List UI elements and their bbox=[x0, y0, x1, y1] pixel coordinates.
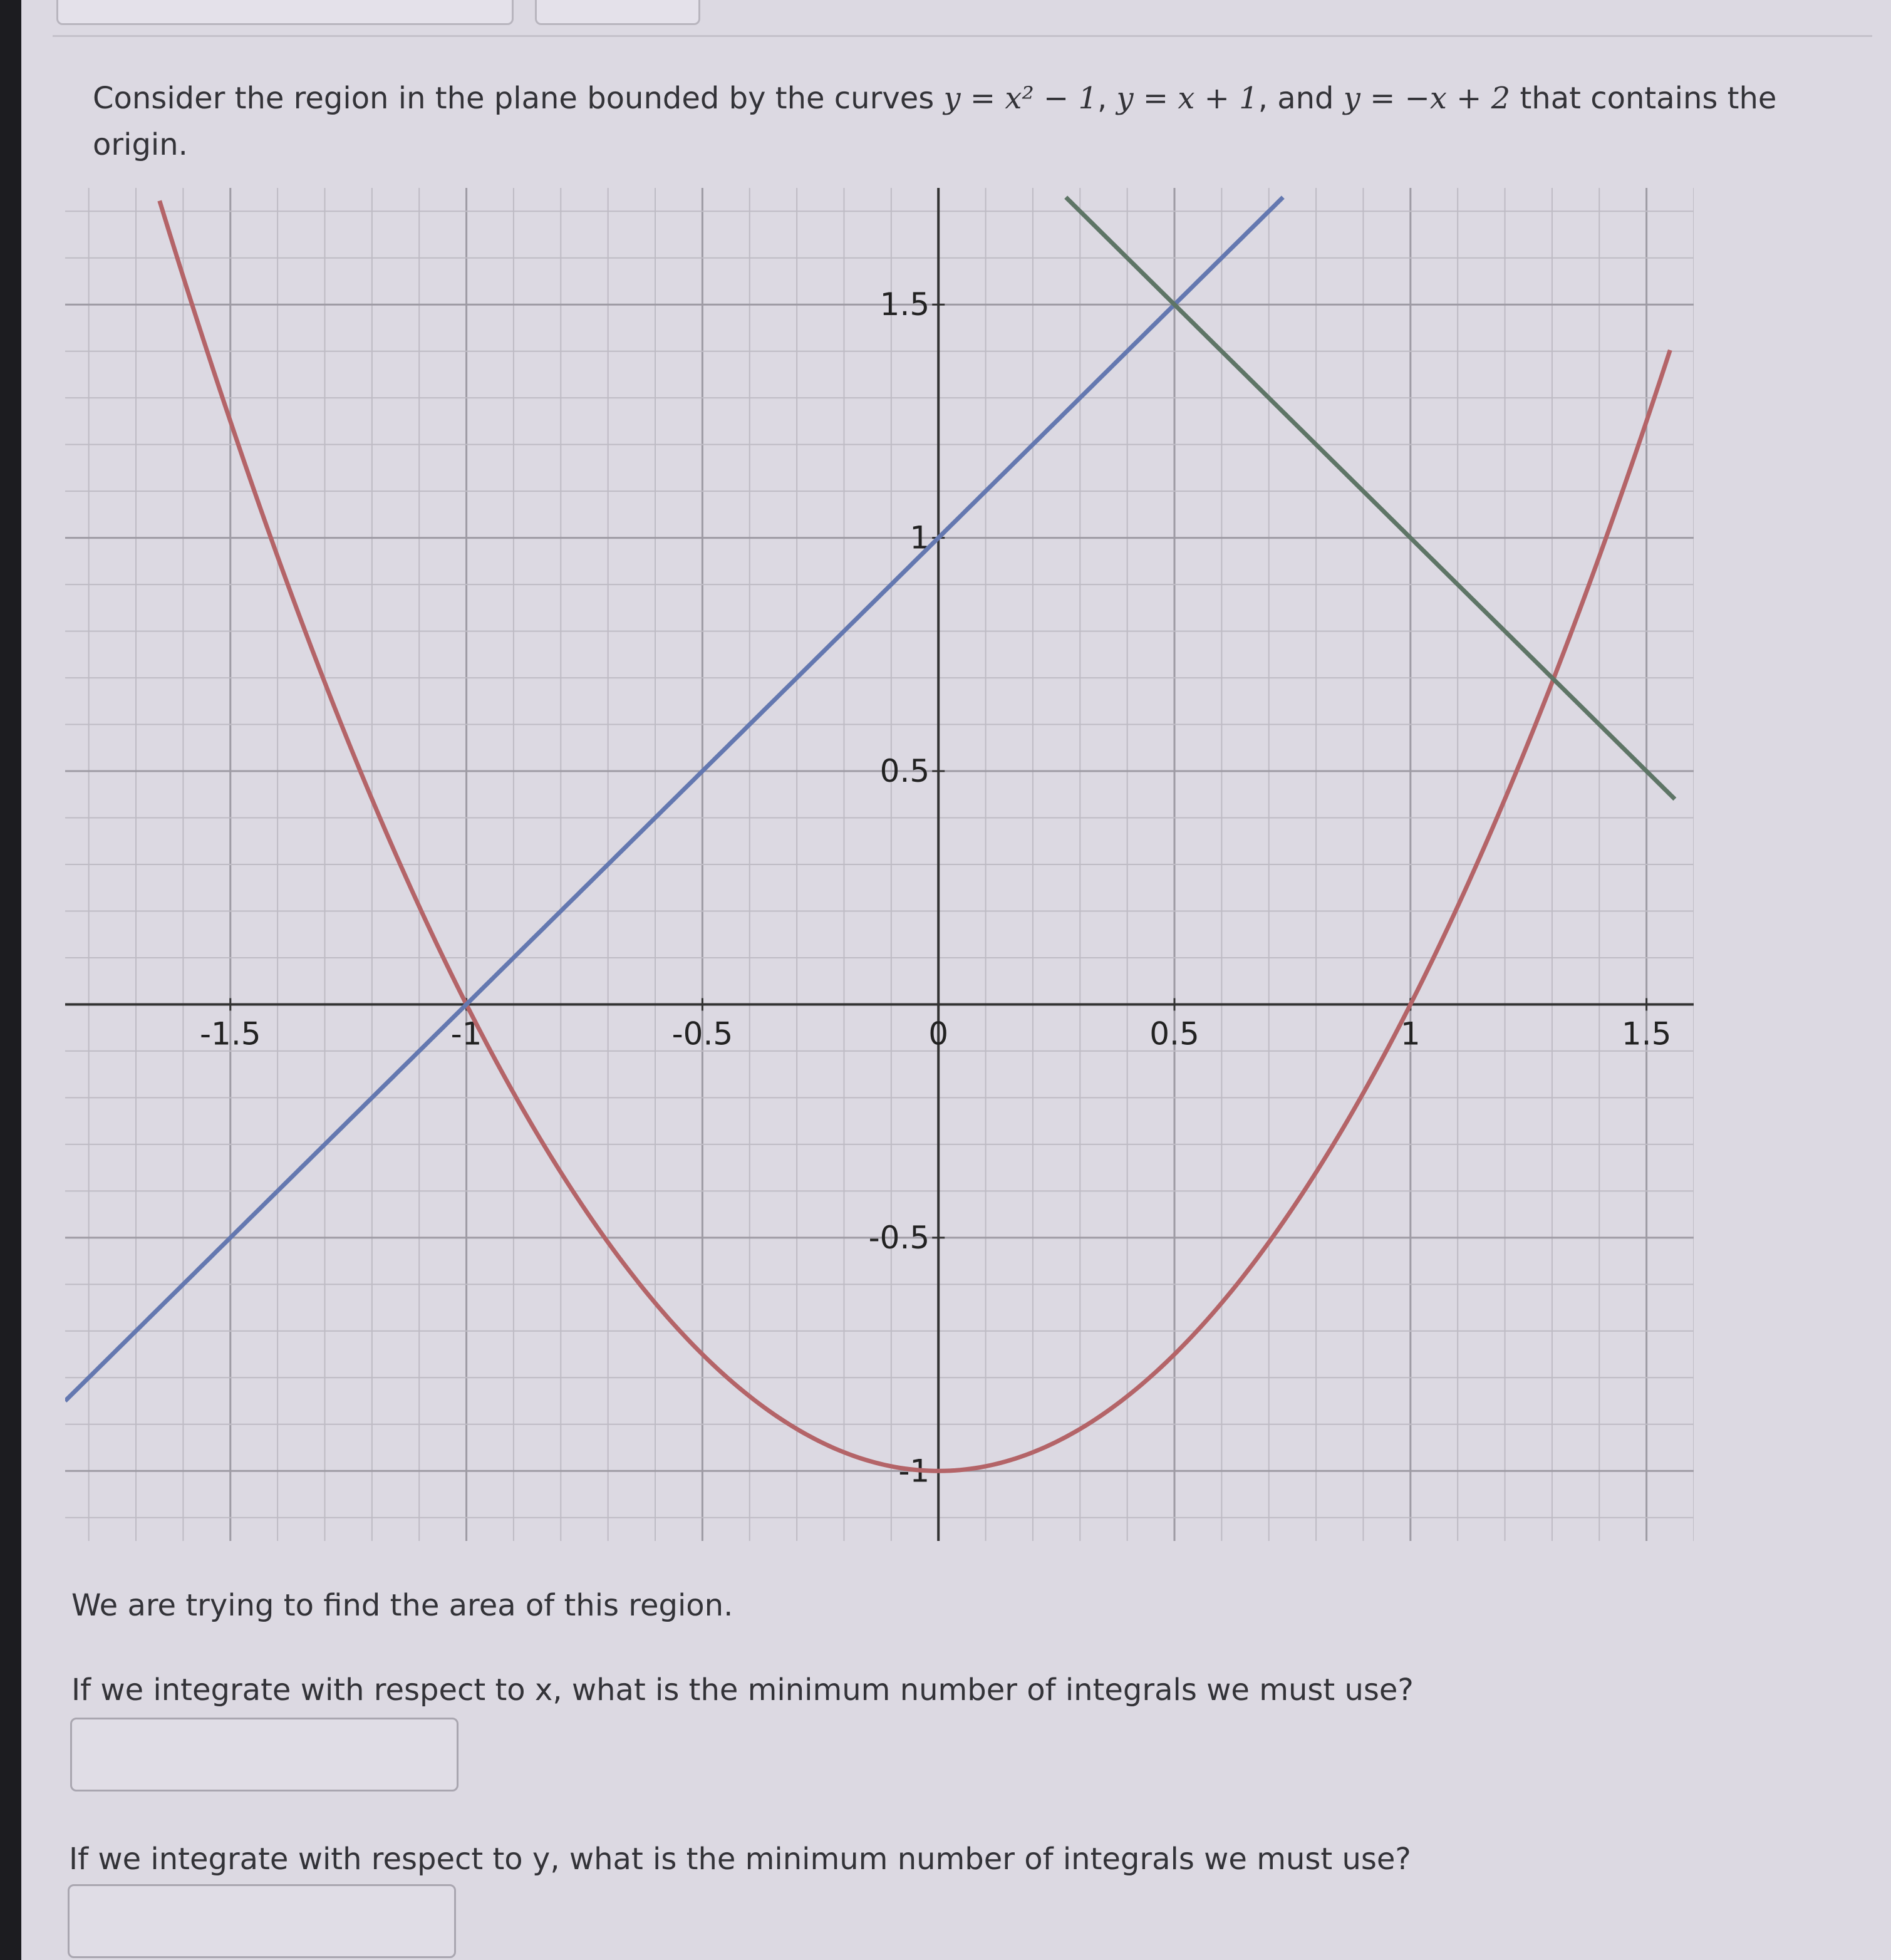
question-context: We are trying to find the area of this region. bbox=[71, 1588, 733, 1623]
y-tick-label: 1 bbox=[909, 519, 930, 556]
question-x: If we integrate with respect to x, what is the minimum number of integrals we must use? bbox=[71, 1672, 1414, 1708]
top-button-right[interactable] bbox=[535, 0, 700, 25]
x-tick-label: -1 bbox=[450, 1015, 482, 1052]
curve-2 bbox=[65, 197, 1283, 1401]
problem-outro: that contains the origin. bbox=[93, 81, 1777, 162]
curve-1 bbox=[160, 200, 1671, 1471]
x-tick-label: 1.5 bbox=[1621, 1015, 1672, 1052]
x-tick-label: 1 bbox=[1400, 1015, 1421, 1052]
x-tick-label: 0 bbox=[928, 1015, 949, 1052]
x-tick-label: -1.5 bbox=[199, 1015, 261, 1052]
y-tick-label: 1.5 bbox=[879, 286, 930, 323]
top-button-left[interactable] bbox=[56, 0, 514, 25]
curve-2: y = x + 1 bbox=[1116, 81, 1258, 116]
screen bbox=[21, 0, 1891, 1960]
curve-3 bbox=[1066, 197, 1675, 799]
y-tick-label: 0.5 bbox=[879, 753, 930, 790]
y-tick-label: -1 bbox=[898, 1453, 930, 1490]
curve-3: y = −x + 2 bbox=[1343, 81, 1511, 116]
y-tick-label: -0.5 bbox=[868, 1219, 930, 1256]
function-graph bbox=[65, 188, 1694, 1541]
curve-1: y = x² − 1 bbox=[943, 81, 1097, 116]
problem-statement: Consider the region in the plane bounded by the curves y = x² − 1, y = x + 1, and y = −x + 2 that contains the origin. bbox=[93, 81, 1777, 162]
answer-y-input[interactable] bbox=[68, 1884, 456, 1958]
x-tick-label: 0.5 bbox=[1149, 1015, 1199, 1052]
x-tick-label: -0.5 bbox=[671, 1015, 733, 1052]
divider bbox=[53, 35, 1872, 37]
question-y: If we integrate with respect to y, what is the minimum number of integrals we must use? bbox=[69, 1842, 1411, 1877]
answer-x-input[interactable] bbox=[70, 1718, 459, 1791]
problem-intro: Consider the region in the plane bounded by the curves bbox=[93, 81, 935, 116]
